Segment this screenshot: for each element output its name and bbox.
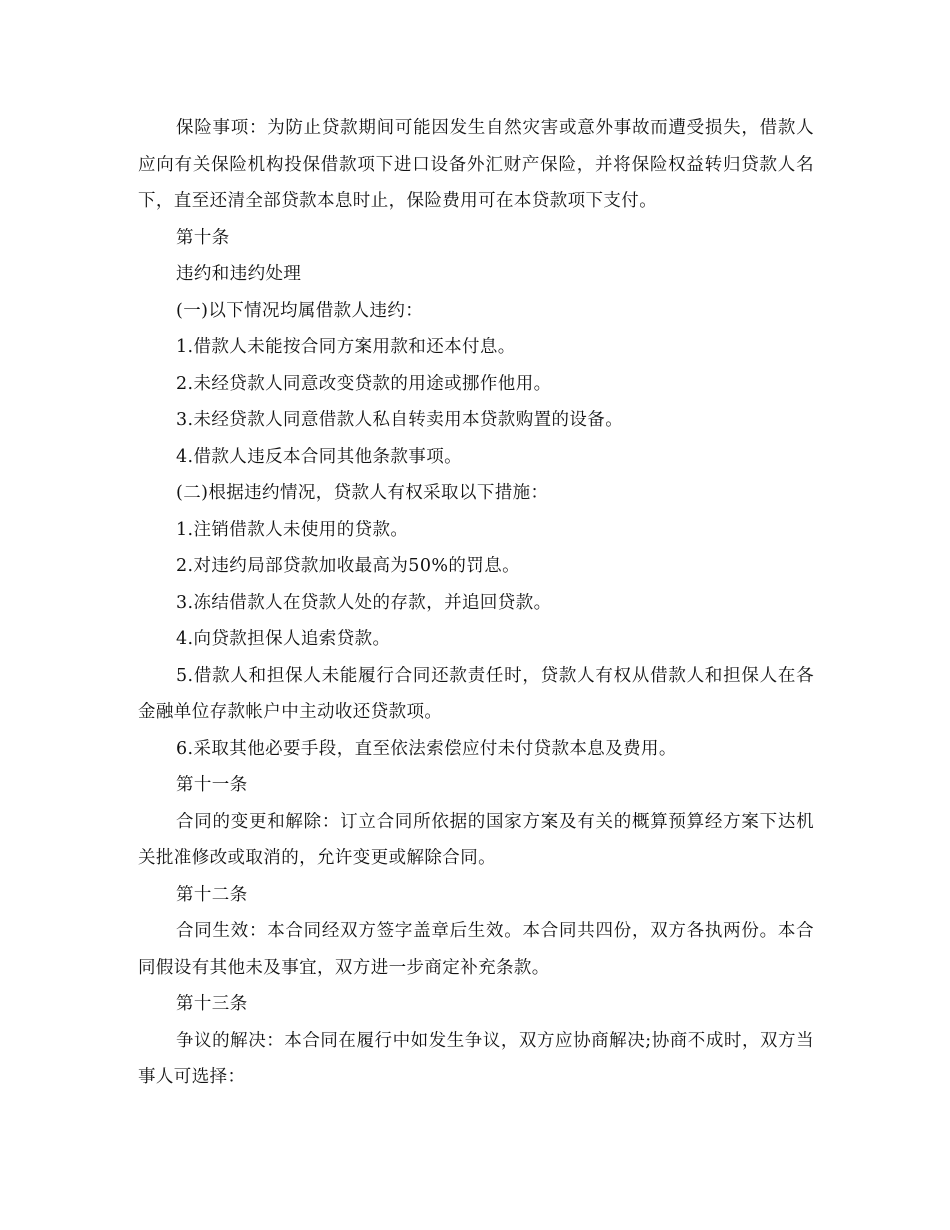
default-case-item: 2.未经贷款人同意改变贷款的用途或挪作他用。 <box>176 373 552 394</box>
remedy-item: 6.采取其他必要手段，直至依法索偿应付未付贷款本息及费用。 <box>176 738 677 759</box>
paragraph-amendment: 合同的变更和解除：订立合同所依据的国家方案及有关的概算预算经方案下达机关批准修改或取消的，允许变更或解除合同。 <box>138 811 814 868</box>
article-11-heading: 第十一条 <box>176 775 248 795</box>
remedy-item: 3.冻结借款人在贷款人处的存款，并追回贷款。 <box>176 592 552 613</box>
remedy-item: 5.借款人和担保人未能履行合同还款责任时，贷款人有权从借款人和担保人在各金融单位存款帐户中主动收还贷款项。 <box>138 665 814 722</box>
article-13-heading: 第十三条 <box>176 994 248 1014</box>
article-10-title: 违约和违约处理 <box>176 264 302 284</box>
paragraph-effectiveness: 合同生效：本合同经双方签字盖章后生效。本合同共四份，双方各执两份。本合同假设有其他未及事宜，双方进一步商定补充条款。 <box>138 921 814 978</box>
default-case-item: 4.借款人违反本合同其他条款事项。 <box>176 446 462 467</box>
paragraph-dispute: 争议的解决：本合同在履行中如发生争议，双方应协商解决;协商不成时，双方当事人可选择： <box>138 1030 814 1087</box>
remedy-item: 2.对违约局部贷款加收最高为50%的罚息。 <box>176 556 520 576</box>
article-10-heading: 第十条 <box>176 227 230 248</box>
default-cases-heading: (一)以下情况均属借款人违约： <box>176 300 424 321</box>
remedy-item: 1.注销借款人未使用的贷款。 <box>176 519 409 540</box>
paragraph-insurance: 保险事项：为防止贷款期间可能因发生自然灾害或意外事故而遭受损失，借款人应向有关保险机构投保借款项下进口设备外汇财产保险，并将保险权益转归贷款人名下，直至还清全部贷款本息时止，保险费用可在本贷款项下支付。 <box>138 118 814 211</box>
remedy-item: 4.向贷款担保人追索贷款。 <box>176 629 391 649</box>
document-body <box>138 110 814 1096</box>
default-case-item: 3.未经贷款人同意借款人私自转卖用本贷款购置的设备。 <box>176 410 624 430</box>
remedies-heading: (二)根据违约情况，贷款人有权采取以下措施： <box>176 483 549 503</box>
default-case-item: 1.借款人未能按合同方案用款和还本付息。 <box>176 337 516 357</box>
article-12-heading: 第十二条 <box>176 884 248 905</box>
